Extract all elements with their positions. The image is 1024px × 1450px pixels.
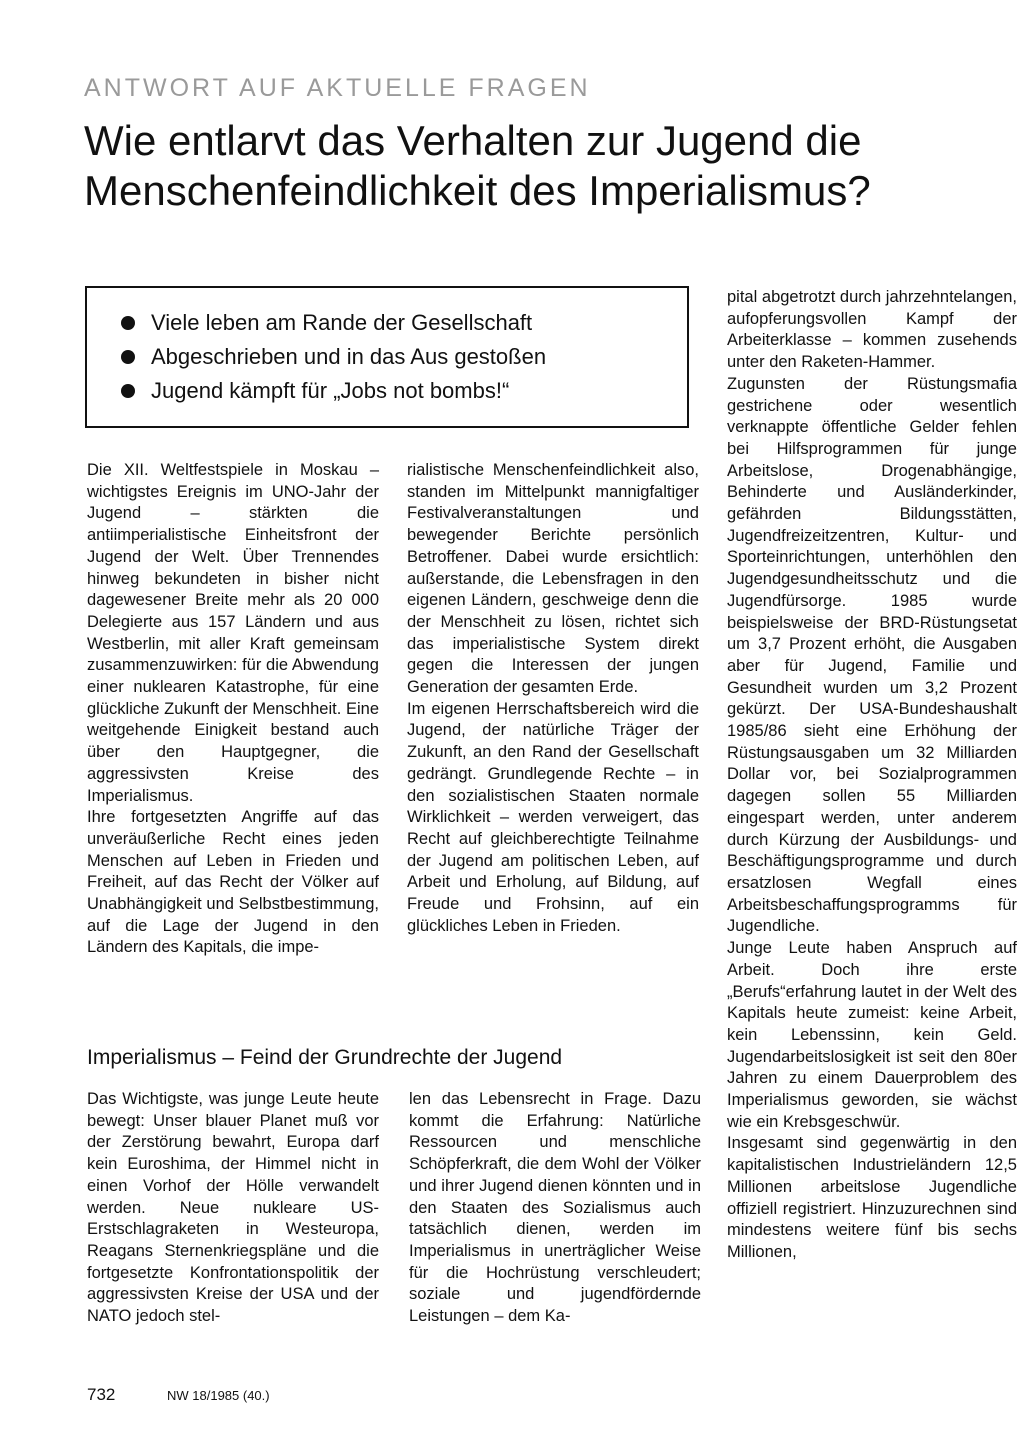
- article-column-3: [727, 287, 1017, 1264]
- paragraph: Zugunsten der Rüstungsmafia gestrichene oder wesentlich verknappte öffentliche Gelder fehlen bei Hilfsprogrammen für junge Arbeitslose, Drogenabhängige, Behinderte und Ausländerkinder, gefährden Bildungsstätten, Jugendfreizeitzentren, Kultur- und Sporteinrichtungen, unterhöhlen den Jugendgesundheitsschutz und die Jugendfürsorge. 1985 wurde beispielsweise der BRD-Rüstungsetat um 3,7 Prozent erhöht, die Ausgaben aber für Jugend, Familie und Gesundheit wurden um 3,2 Prozent gekürzt. Der USA-Bundeshaushalt 1985/86 sieht eine Erhöhung der Rüstungsausgaben um 32 Milliarden Dollar vor, bei Sozialprogrammen dagegen sollen 55 Milliarden eingespart werden, unter anderem durch Kürzung der Ausbildungs- und Beschäftigungsprogramme und durch ersatzlosen Wegfall eines Arbeitsbeschaffungsprogramms für Jugendliche.: [727, 374, 1017, 936]
- paragraph: rialistische Menschenfeindlichkeit also, standen im Mittelpunkt mannigfaltiger Festivalveranstaltungen und bewegender Berichte persönlich Betroffener. Dabei wurde ersichtlich: außerstande, die Lebensfragen in den eigenen Ländern, geschweige denn die der Menschheit zu lösen, richtet sich das imperialistische System direkt gegen die Interessen der jungen Generation der gesamten Erde.: [407, 461, 699, 697]
- paragraph: Die XII. Weltfestspiele in Moskau – wichtigstes Ereignis im UNO-Jahr der Jugend – stärkten die antiimperialistische Einheitsfront der Jugend der Welt. Über Trennendes hinweg bekundeten in bisher nicht dagewesener Breite mehr als 20 000 Delegierte aus 157 Ländern und aus Westberlin, mit aller Kraft gemeinsam zusammenzuwirken: für die Abwendung einer nuklearen Katastrophe, für eine glückliche Zukunft der Menschheit. Eine weitgehende Einigkeit bestand auch über den Hauptgegner, die aggressivsten Kreise des Imperialismus.: [87, 461, 379, 805]
- bullet-dot-icon: [121, 350, 135, 364]
- article-column-5: [409, 1089, 701, 1328]
- paragraph: Junge Leute haben Anspruch auf Arbeit. Doch ihre erste „Berufs“erfahrung lautet in der Welt des Kapitals heute zumeist: keine Arbeit, kein Lebenssinn, kein Geld. Jugendarbeitslosigkeit ist seit den 80er Jahren zu einem Dauerproblem des Imperialismus geworden, sie wächst wie ein Krebsgeschwür.: [727, 939, 1017, 1131]
- paragraph: pital abgetrotzt durch jahrzehntelangen, aufopferungsvollen Kampf der Arbeiterklasse – kommen zusehends unter den Raketen-Hammer.: [727, 288, 1017, 372]
- summary-item: [121, 306, 687, 340]
- headline-line-1: Wie entlarvt das Verhalten zur Jugend die: [84, 117, 862, 164]
- page-number: 732: [87, 1385, 116, 1404]
- page-title: [84, 116, 1004, 216]
- summary-item: [121, 374, 687, 408]
- section-heading: Imperialismus – Feind der Grundrechte der Jugend: [87, 1046, 563, 1069]
- bullet-dot-icon: [121, 384, 135, 398]
- bullet-dot-icon: [121, 316, 135, 330]
- paragraph: Ihre fortgesetzten Angriffe auf das unveräußerliche Recht eines jeden Menschen auf Leben in Frieden und Freiheit, auf das Recht der Völker auf Unabhängigkeit und Selbstbestimmung, auf die Lage der Jugend in den Ländern des Kapitals, die impe-: [87, 808, 379, 957]
- paragraph: Das Wichtigste, was junge Leute heute bewegt: Unser blauer Planet muß vor der Zerstörung bewahrt, Europa darf kein Euroshima, der Himmel nicht in einen Vorhof der Hölle verwandelt werden. Neue nukleare US-Erstschlagraketen in Westeuropa, Reagans Sternenkriegspläne und die fortgesetzte Konfrontationspolitik der aggressivsten Kreise der USA und der NATO jedoch stel-: [87, 1090, 379, 1326]
- summary-item-text: Abgeschrieben und in das Aus gestoßen: [151, 344, 547, 369]
- article-column-1: [87, 460, 379, 959]
- article-column-4: [87, 1089, 379, 1328]
- summary-item-text: Viele leben am Rande der Gesellschaft: [151, 310, 533, 335]
- summary-item: [121, 340, 687, 374]
- issue-label: NW 18/1985 (40.): [167, 1388, 270, 1403]
- summary-item-text: Jugend kämpft für „Jobs not bombs!“: [151, 378, 510, 403]
- paragraph: Im eigenen Herrschaftsbereich wird die Jugend, der natürliche Träger der Zukunft, an den Rand der Gesellschaft gedrängt. Grundlegende Rechte – in den sozialistischen Staaten normale Wirklichkeit – werden verweigert, das Recht auf gleichberechtigte Teilnahme der Jugend am politischen Leben, auf Arbeit und Erholung, auf Bildung, auf Freude und Frohsinn, auf ein glückliches Leben in Frieden.: [407, 699, 699, 935]
- kicker: ANTWORT AUF AKTUELLE FRAGEN: [84, 74, 591, 102]
- article-column-2: [407, 460, 699, 937]
- paragraph: Insgesamt sind gegenwärtig in den kapitalistischen Industrieländern 12,5 Millionen arbeitslose Jugendliche offiziell registriert. Hinzuzurechnen sind mindestens weitere fünf bis sechs Millionen,: [727, 1134, 1017, 1261]
- paragraph: len das Lebensrecht in Frage. Dazu kommt die Erfahrung: Natürliche Ressourcen und menschliche Schöpferkraft, die dem Wohl der Völker und ihrer Jugend dienen könnten und in den Staaten des Sozialismus auch tatsächlich dienen, werden im Imperialismus in unerträglicher Weise für die Hochrüstung verschleudert; soziale und jugendfördernde Leistungen – dem Ka-: [409, 1090, 701, 1326]
- summary-box: [85, 286, 689, 428]
- headline-line-2: Menschenfeindlichkeit des Imperialismus?: [84, 167, 871, 214]
